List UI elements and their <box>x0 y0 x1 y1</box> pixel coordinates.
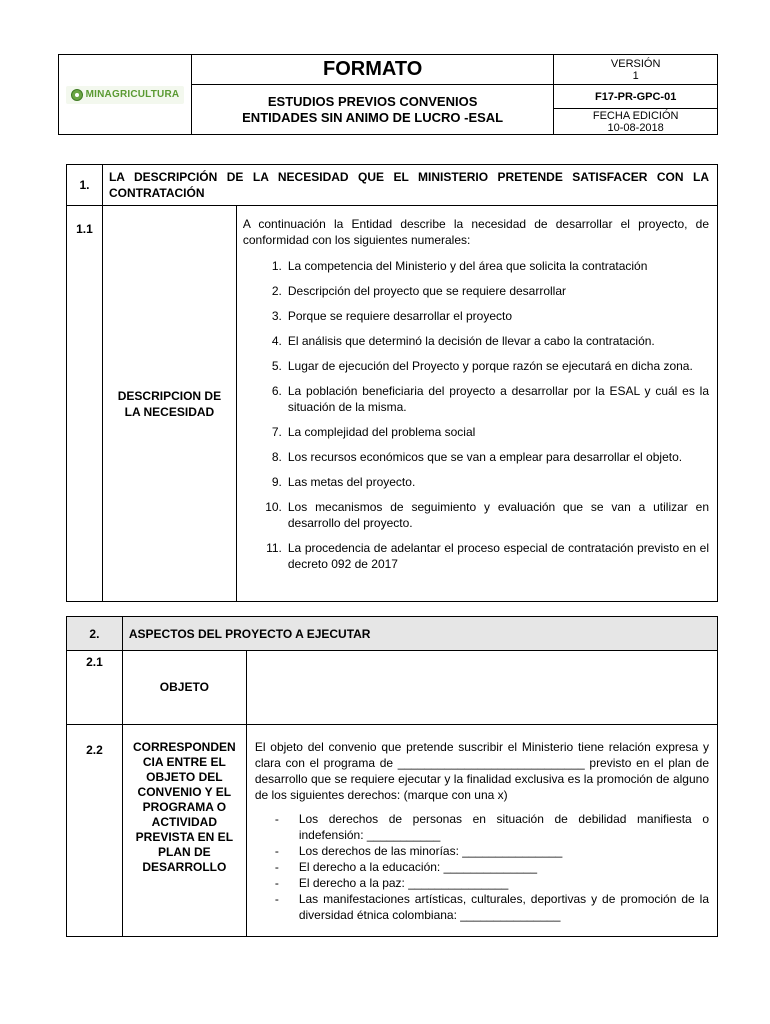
list-item: 5. Lugar de ejecución del Proyecto y porque razón se ejecutará en dicha zona. <box>271 359 693 373</box>
correspondence-paragraph: El objeto del convenio que pretende suscribir el Ministerio tiene relación expresa y clara con el programa de ____________________________ previsto en el plan de desarrollo que se requiere ejecutar y la finalidad exclusiva es la promoción de alguno de los siguientes derechos: (marque con una x) <box>254 740 709 802</box>
coat-of-arms-icon <box>71 89 83 101</box>
list-item[interactable]: - El derecho a la paz: _______________ <box>274 876 509 890</box>
document-header <box>58 54 718 135</box>
list-item: 3. Porque se requiere desarrollar el proyecto <box>271 309 512 323</box>
need-intro-text: A continuación la Entidad describe la necesidad de desarrollar el proyecto, de conformidad con los siguientes numerales: <box>242 217 709 247</box>
logo-text: MINAGRICULTURA <box>85 89 180 100</box>
list-item: 2. Descripción del proyecto que se requiere desarrollar <box>271 284 567 298</box>
need-description-label: DESCRIPCION DE LA NECESIDAD <box>102 206 236 602</box>
logo-cell <box>59 55 192 135</box>
list-item: 1. La competencia del Ministerio y del área que solicita la contratación <box>271 259 648 273</box>
version-label: VERSIÓN <box>610 57 661 70</box>
minagricultura-logo <box>66 86 185 104</box>
correspondence-content <box>246 725 717 937</box>
list-item[interactable]: - Los derechos de las minorías: _______________ <box>274 844 563 858</box>
need-items-list <box>243 258 709 572</box>
list-item: 10. Los mecanismos de seguimiento y evaluación que se van a utilizar en desarrollo del proyecto. <box>265 500 709 530</box>
format-title: FORMATO <box>191 55 553 85</box>
edition-cell <box>554 109 718 135</box>
list-item: 8. Los recursos económicos que se van a emplear para desarrollar el objeto. <box>271 450 683 464</box>
section-2-table <box>66 616 718 937</box>
list-item: 9. Las metas del proyecto. <box>271 475 416 489</box>
list-item[interactable]: - El derecho a la educación: ______________ <box>274 860 538 874</box>
edition-date: 10-08-2018 <box>607 121 664 134</box>
version-cell <box>554 55 718 85</box>
list-item: 4. El análisis que determinó la decisión de llevar a cabo la contratación. <box>271 334 655 348</box>
document-subtitle: ESTUDIOS PREVIOS CONVENIOS ENTIDADES SIN ANIMO DE LUCRO -ESAL <box>191 85 553 135</box>
subsection-1-1-number: 1.1 <box>67 206 103 602</box>
rights-list <box>255 811 709 923</box>
subsection-2-1-number: 2.1 <box>67 651 123 725</box>
list-item: 7. La complejidad del problema social <box>271 425 476 439</box>
need-description-content <box>236 206 717 602</box>
document-code: F17-PR-GPC-01 <box>554 85 718 109</box>
section-1-table <box>66 164 718 602</box>
edition-label: FECHA EDICIÓN <box>592 109 679 122</box>
object-content-field[interactable] <box>246 651 717 725</box>
object-label: OBJETO <box>122 651 246 725</box>
section-2-title: ASPECTOS DEL PROYECTO A EJECUTAR <box>122 617 717 651</box>
section-1-number: 1. <box>67 165 103 206</box>
subsection-2-2-number: 2.2 <box>67 725 123 937</box>
correspondence-label: CORRESPONDEN CIA ENTRE EL OBJETO DEL CONVENIO Y EL PROGRAMA O ACTIVIDAD PREVISTA EN EL PLAN DE DESARROLLO <box>122 725 246 937</box>
list-item[interactable]: - Las manifestaciones artísticas, culturales, deportivas y de promoción de la diversidad étnica colombiana: _______________ <box>274 892 709 922</box>
version-value: 1 <box>632 69 639 82</box>
section-1-title: LA DESCRIPCIÓN DE LA NECESIDAD QUE EL MINISTERIO PRETENDE SATISFACER CON LA CONTRATACIÓN <box>102 165 717 206</box>
list-item: 6. La población beneficiaria del proyecto a desarrollar por la ESAL y cuál es la situación de la misma. <box>271 384 709 414</box>
list-item: 11. La procedencia de adelantar el proceso especial de contratación previsto en el decreto 092 de 2017 <box>266 541 709 571</box>
list-item[interactable]: - Los derechos de personas en situación de debilidad manifiesta o indefensión: ___________ <box>274 812 709 842</box>
section-2-number: 2. <box>67 617 123 651</box>
